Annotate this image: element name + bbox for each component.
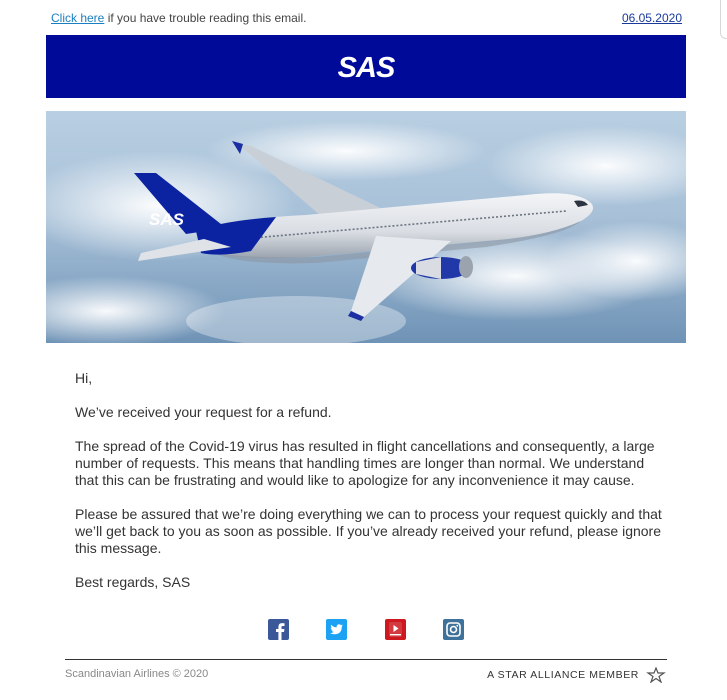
sas-logo[interactable] — [331, 50, 401, 84]
tail-logo-text: SAS — [149, 210, 184, 229]
social-links — [0, 619, 727, 641]
hero-airplane-image — [46, 111, 686, 343]
sas-logo-text: SAS — [337, 51, 395, 84]
click-here-link[interactable]: Click here — [51, 11, 105, 25]
copyright-text: Scandinavian Airlines © 2020 — [65, 668, 209, 680]
instagram-icon[interactable] — [443, 619, 464, 640]
star-alliance-text: A STAR ALLIANCE MEMBER — [487, 669, 639, 681]
email-footer — [65, 668, 667, 688]
signoff-text: Best regards, SAS — [75, 574, 191, 590]
star-alliance-badge[interactable] — [487, 667, 667, 683]
star-alliance-icon — [645, 667, 667, 683]
refund-received-text: We’ve received your request for a refund. — [75, 404, 332, 420]
facebook-icon[interactable] — [268, 619, 289, 640]
greeting-text: Hi, — [75, 370, 93, 386]
email-date-link[interactable]: 06.05.2020 — [621, 11, 682, 25]
covid-paragraph: The spread of the Covid-19 virus has resulted in flight cancellations and consequently, a large number of requests. This means that handling times are longer than normal. We understand that this can be frustrating and would like to apologize for any inconvenience it may cause. — [75, 438, 655, 488]
twitter-icon[interactable] — [326, 619, 347, 640]
youtube-icon[interactable] — [385, 619, 406, 640]
airplane-illustration — [46, 111, 686, 343]
email-body — [75, 370, 665, 608]
footer-divider — [65, 659, 667, 660]
window-edge — [720, 0, 727, 39]
email-topbar — [51, 11, 682, 27]
assurance-paragraph: Please be assured that we’re doing everything we can to process your request quickly and that we’ll get back to you as soon as possible. If you’ve already received your refund, please ignore this message. — [75, 506, 662, 556]
trouble-reading-text: if you have trouble reading this email. — [104, 11, 307, 25]
sas-header-banner — [46, 35, 686, 98]
